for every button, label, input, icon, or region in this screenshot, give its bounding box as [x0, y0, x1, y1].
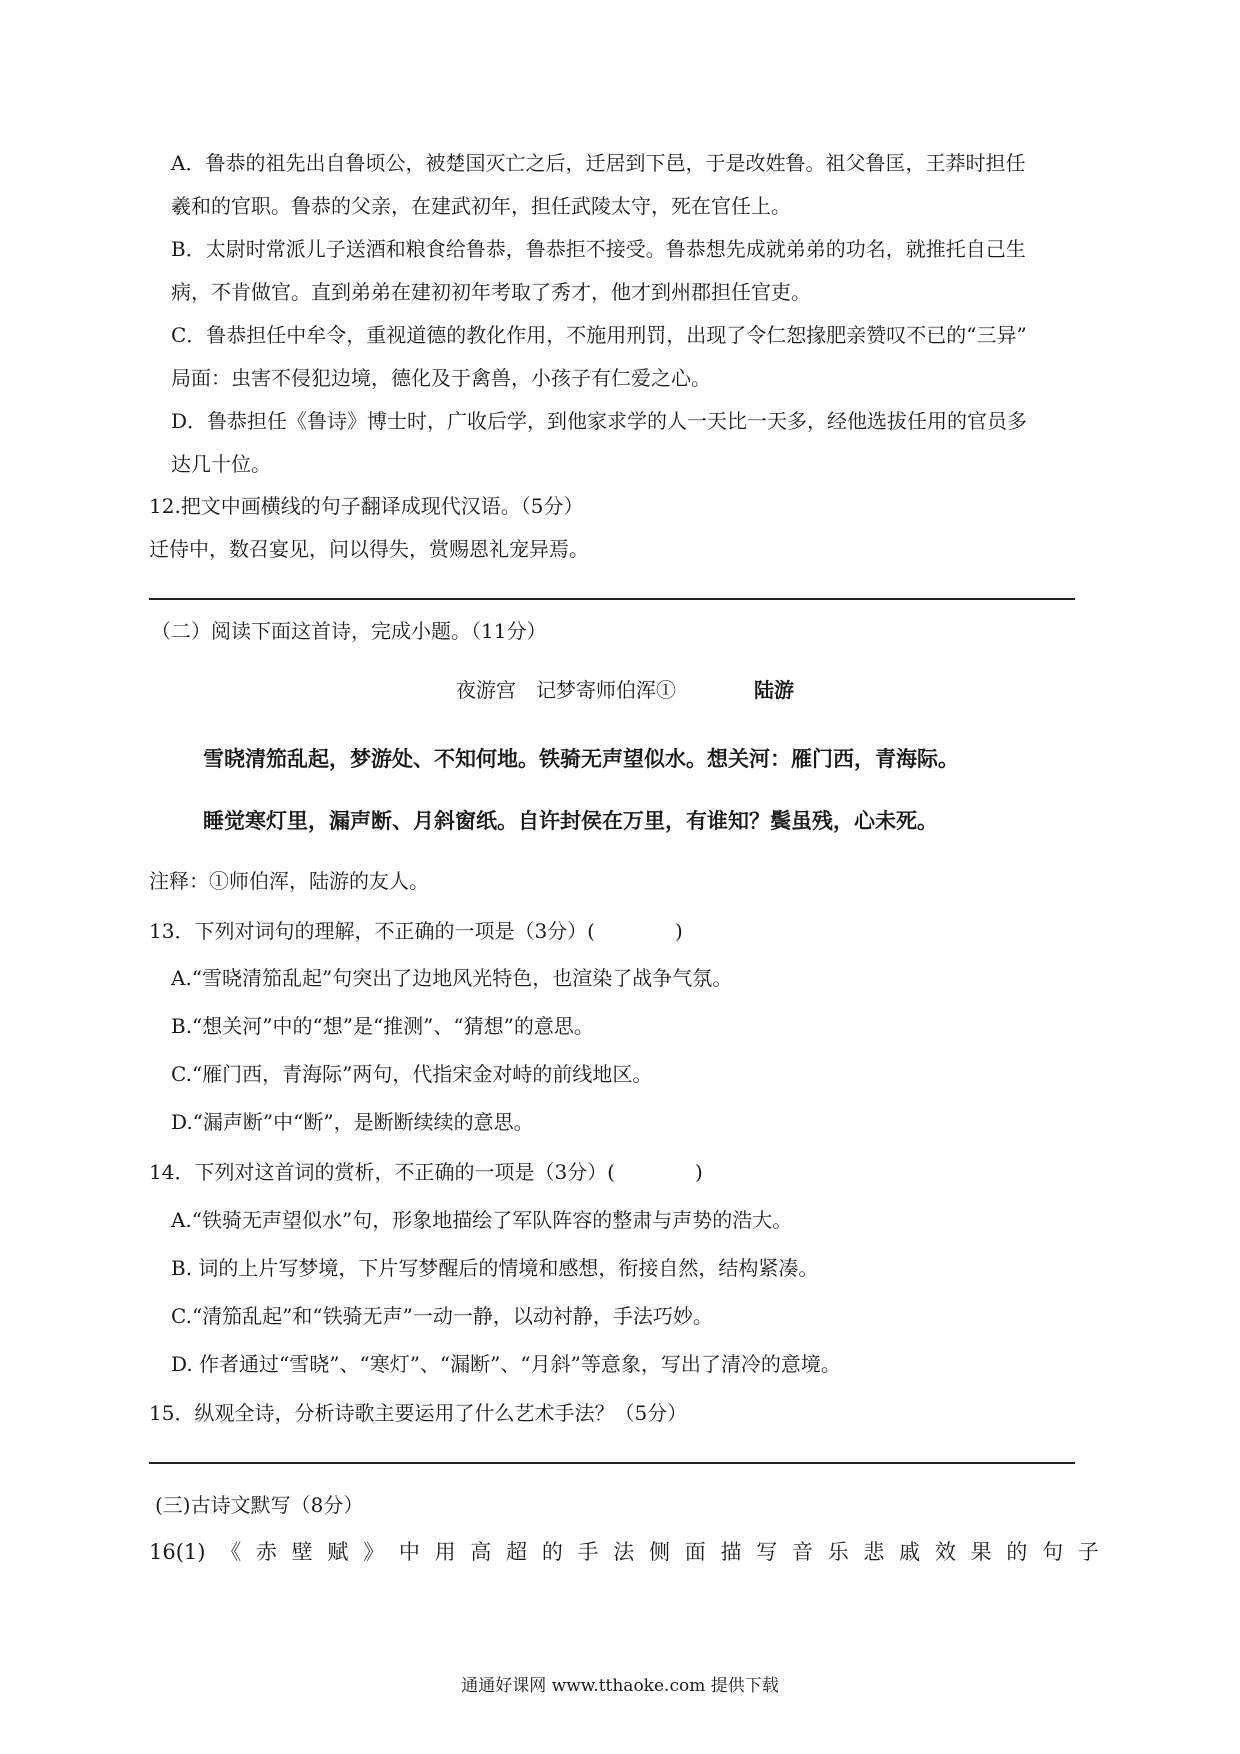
q16-token: 中: [398, 1540, 420, 1564]
q16-token: 面: [684, 1540, 706, 1564]
q13-option-c: C.“雁门西，青海际”两句，代指宋金对峙的前线地区。: [171, 1062, 653, 1086]
q14-option-d: D. 作者通过“雪晓”、“寒灯”、“漏断”、“月斜”等意象，写出了清冷的意境。: [171, 1352, 841, 1376]
q16-token: 用: [434, 1540, 456, 1564]
q16-token: 《: [220, 1540, 242, 1564]
q16-token: 的: [1006, 1540, 1028, 1564]
q11-option-b-line1: B．太尉时常派儿子送酒和粮食给鲁恭，鲁恭拒不接受。鲁恭想先成就弟弟的功名，就推托自己生: [171, 237, 1026, 261]
q12-sentence: 迁侍中，数召宴见，问以得失，赏赐恩礼宠异焉。: [149, 537, 589, 561]
q15-stem: 15．纵观全诗，分析诗歌主要运用了什么艺术手法？（5分）: [149, 1401, 688, 1425]
q16-token: 效: [934, 1540, 956, 1564]
q16-token: 戚: [899, 1540, 921, 1564]
poem-title-row: [0, 676, 1240, 706]
q12-prompt: 12.把文中画横线的句子翻译成现代汉语。（5分）: [149, 494, 584, 518]
q16-token: 果: [970, 1540, 992, 1564]
q13-option-d: D.“漏声断”中“断”，是断断续续的意思。: [171, 1110, 534, 1134]
q16-token: 》: [363, 1540, 385, 1564]
q13-stem: 13．下列对词句的理解，不正确的一项是（3分）( ): [149, 919, 683, 943]
q14-option-b: B. 词的上片写梦境，下片写梦醒后的情境和感想，衔接自然，结构紧凑。: [171, 1256, 819, 1280]
q16-token: 高: [470, 1540, 492, 1564]
q16-token: 侧: [649, 1540, 671, 1564]
section3-heading: (三)古诗文默写（8分）: [155, 1493, 364, 1517]
q16-token: 子: [1077, 1540, 1099, 1564]
q11-option-d-line2: 达几十位。: [171, 452, 271, 476]
page-footer: 通通好课网 www.tthaoke.com 提供下载: [461, 1676, 779, 1696]
poem-author: 陆游: [754, 678, 794, 702]
q16-token: 赋: [327, 1540, 349, 1564]
poem-note: 注释：①师伯浑，陆游的友人。: [149, 869, 429, 893]
answer-line-q15: [149, 1462, 1075, 1464]
q16-token: 乐: [827, 1540, 849, 1564]
poem-line-1: 雪晓清笳乱起，梦游处、不知何地。铁骑无声望似水。想关河：雁门西，青海际。: [203, 747, 959, 771]
q16-token: 赤: [255, 1540, 277, 1564]
q11-option-a-line1: A．鲁恭的祖先出自鲁顷公，被楚国灭亡之后，迁居到下邑，于是改姓鲁。祖父鲁匡，王莽时担任: [171, 151, 1026, 175]
q13-option-a: A.“雪晓清笳乱起”句突出了边地风光特色，也渲染了战争气氛。: [171, 966, 733, 990]
q11-option-a-line2: 羲和的官职。鲁恭的父亲，在建武初年，担任武陵太守，死在官任上。: [171, 194, 791, 218]
q16-token: 的: [541, 1540, 563, 1564]
q16-token: 写: [756, 1540, 778, 1564]
q11-option-b-line2: 病，不肯做官。直到弟弟在建初初年考取了秀才，他才到州郡担任官吏。: [171, 280, 811, 304]
q14-option-a: A.“铁骑无声望似水”句，形象地描绘了军队阵容的整肃与声势的浩大。: [171, 1208, 793, 1232]
q14-option-c: C.“清笳乱起”和“铁骑无声”一动一静，以动衬静，手法巧妙。: [171, 1304, 713, 1328]
q11-option-c-line1: C．鲁恭担任中牟令，重视道德的教化作用，不施用刑罚，出现了令仁恕掾肥亲赞叹不已的“三异”: [171, 323, 1027, 347]
q11-option-d-line1: D．鲁恭担任《鲁诗》博士时，广收后学，到他家求学的人一天比一天多，经他选拔任用的官员多: [171, 409, 1028, 433]
q16-part1-line: [149, 1538, 1099, 1566]
q16-token: 音: [791, 1540, 813, 1564]
q16-token: 句: [1042, 1540, 1064, 1564]
poem-title: 夜游宫 记梦寄师伯浑①: [456, 678, 676, 702]
q16-token: 16(1): [149, 1540, 206, 1564]
answer-line-q12: [149, 598, 1075, 600]
q16-token: 悲: [863, 1540, 885, 1564]
q13-option-b: B.“想关河”中的“想”是“推测”、“猜想”的意思。: [171, 1014, 594, 1038]
poem-line-2: 睡觉寒灯里，漏声断、月斜窗纸。自许封侯在万里，有谁知？鬓虽残，心未死。: [203, 809, 938, 833]
q16-token: 超: [506, 1540, 528, 1564]
q11-option-c-line2: 局面：虫害不侵犯边境，德化及于禽兽，小孩子有仁爱之心。: [171, 366, 711, 390]
q16-token: 壁: [291, 1540, 313, 1564]
q16-token: 描: [720, 1540, 742, 1564]
q16-token: 手: [577, 1540, 599, 1564]
section2-heading: （二）阅读下面这首诗，完成小题。（11分）: [151, 619, 547, 643]
q16-token: 法: [613, 1540, 635, 1564]
q14-stem: 14．下列对这首词的赏析，不正确的一项是（3分）( ): [149, 1160, 703, 1184]
